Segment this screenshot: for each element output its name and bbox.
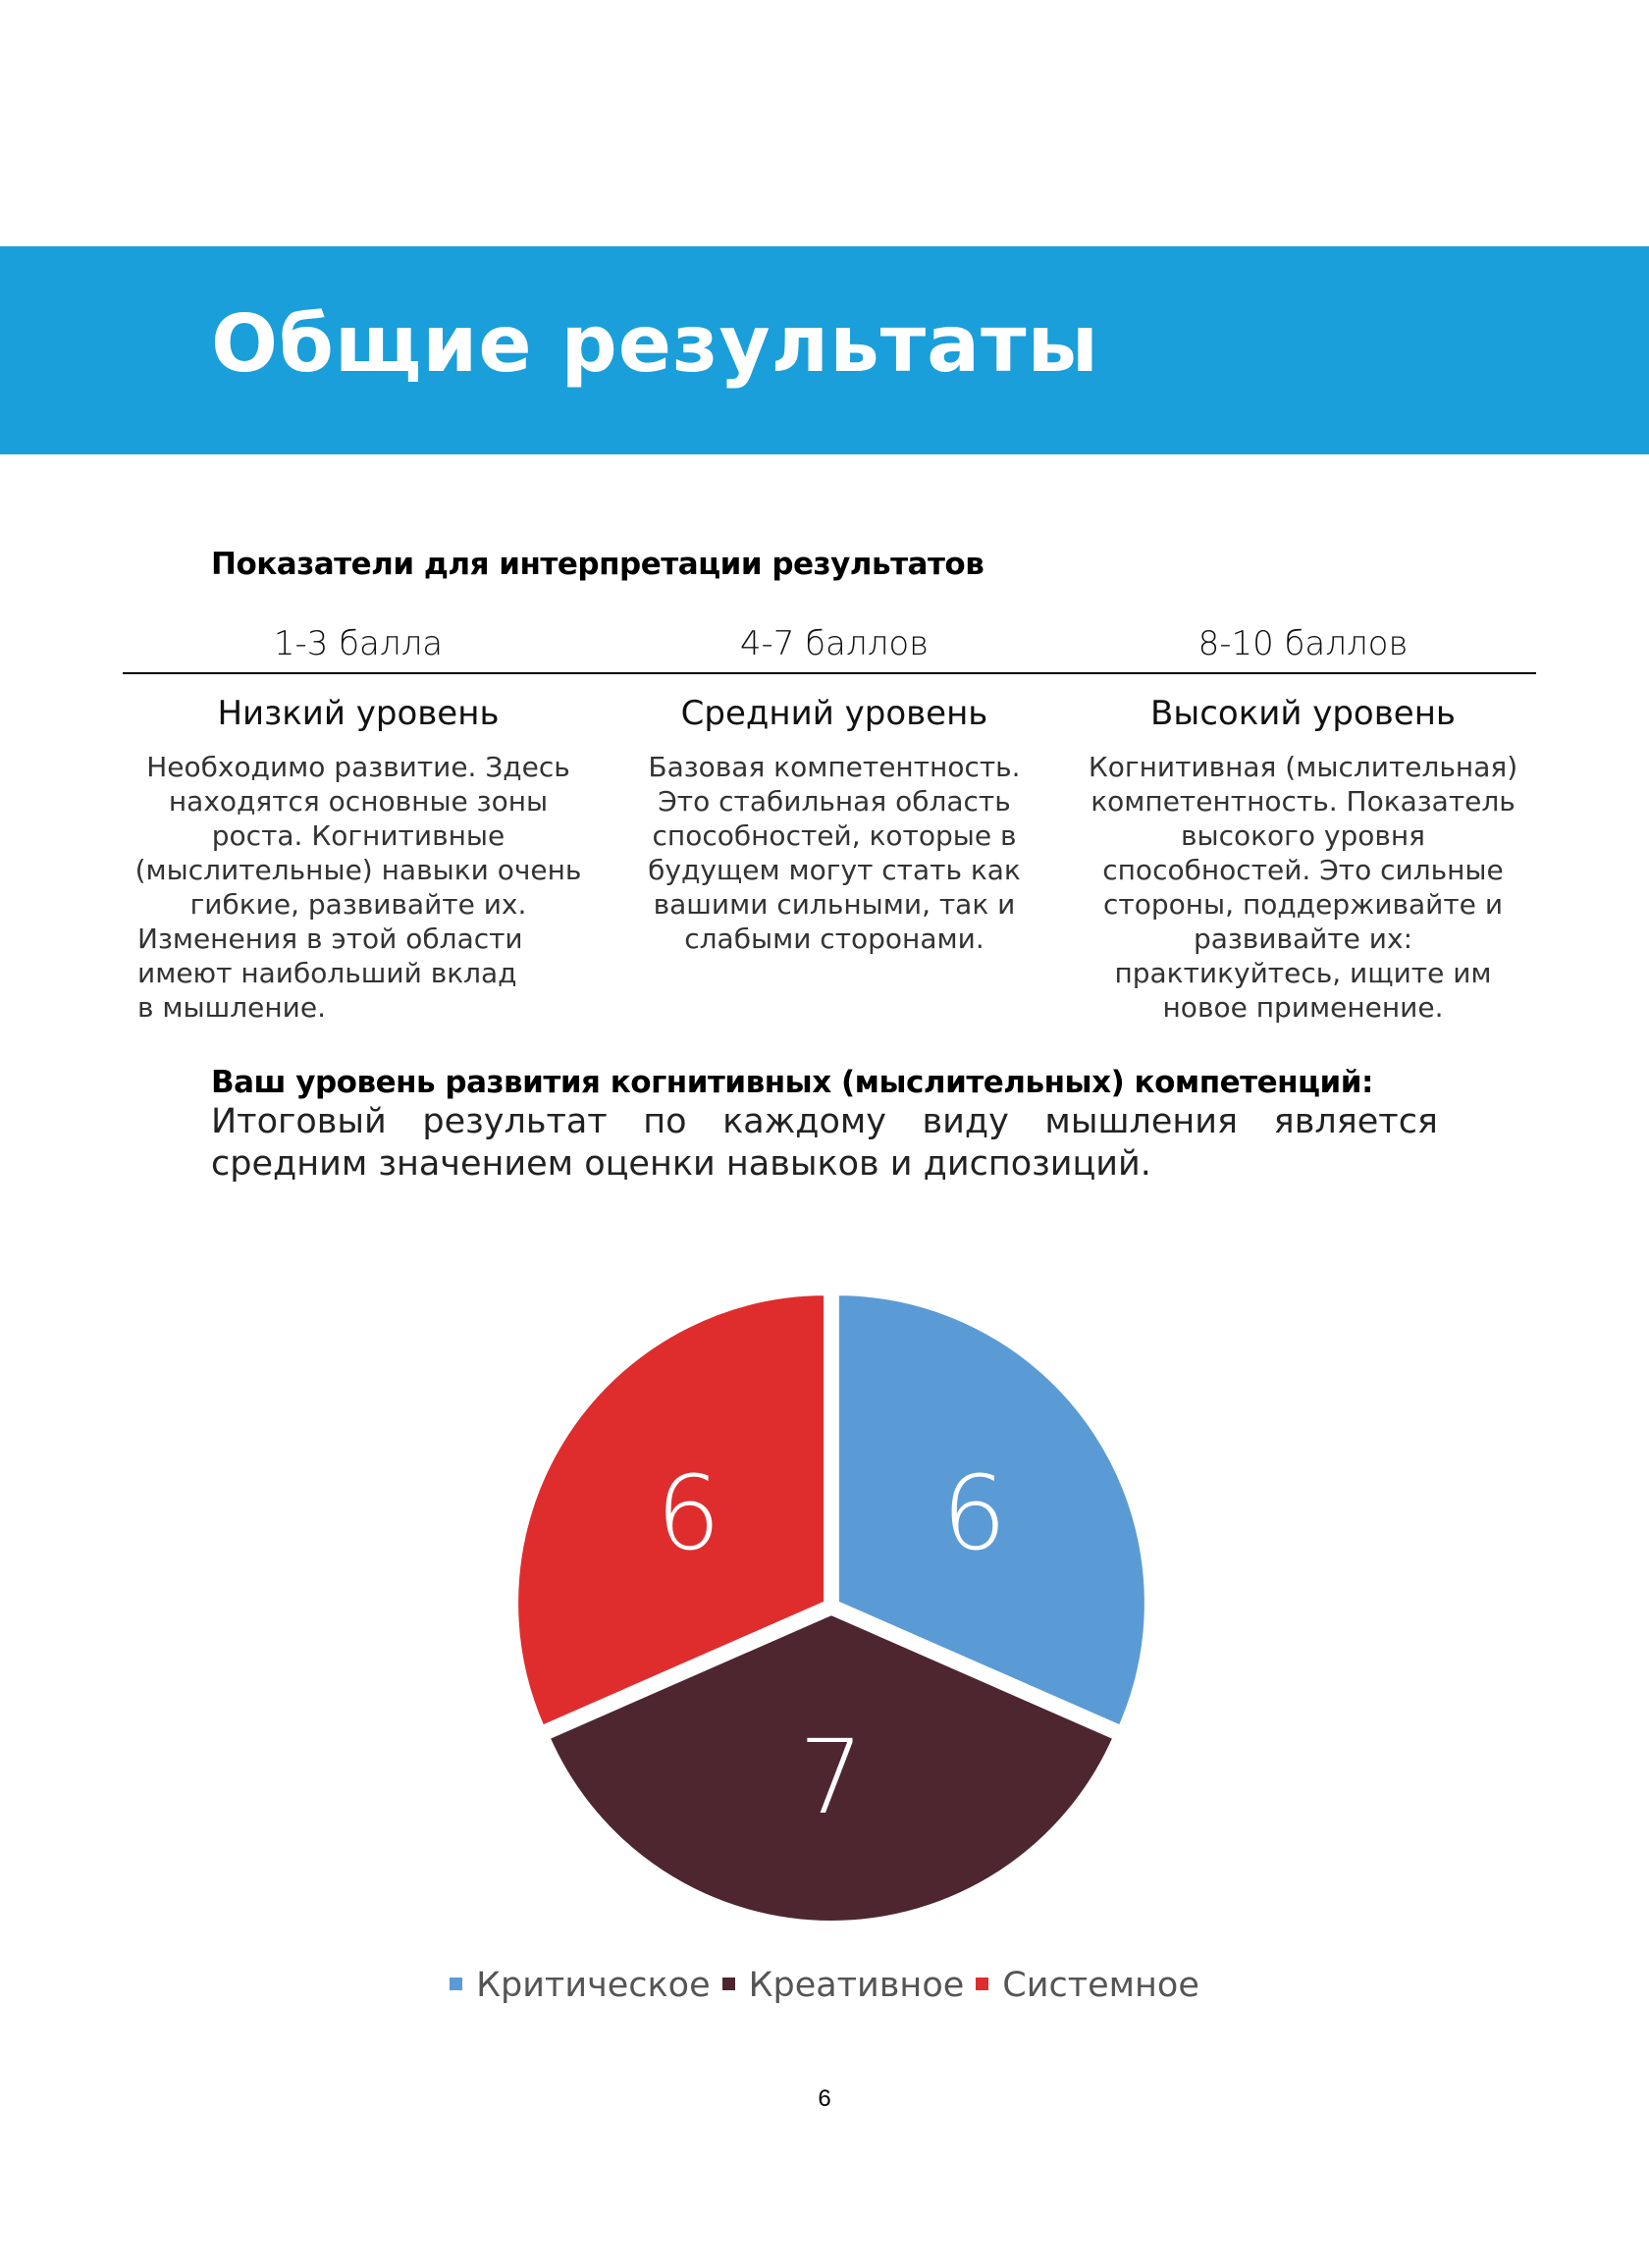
legend-swatch-3 — [976, 1978, 988, 1990]
your-level-title: Ваш уровень развития когнитивных (мыслительных) компетенций: — [211, 1065, 1373, 1100]
header-banner — [0, 246, 1649, 454]
legend-label-1: Критическое — [476, 1966, 711, 2005]
legend-item-3 — [976, 1966, 1199, 2005]
legend-label-3: Системное — [1002, 1966, 1199, 2005]
description-low-main: Необходимо развитие. Здесь находятся основные зоны роста. Когнитивные (мыслительные) навыки очень гибкие, развивайте их. — [134, 751, 582, 921]
interpretation-title: Показатели для интерпретации результатов — [211, 547, 984, 582]
pie-label-1: 6 — [941, 1452, 1007, 1573]
description-medium: Базовая компетентность. Это стабильная область способностей, которые в будущем могут стать как вашими сильными, так и слабыми сторонами. — [648, 751, 1021, 955]
range-medium: 4-7 баллов — [739, 624, 930, 663]
page-title: Общие результаты — [211, 298, 1099, 390]
legend-swatch-1 — [450, 1978, 462, 1990]
level-low: Низкий уровень — [217, 694, 500, 733]
description-low — [128, 750, 589, 1025]
legend-swatch-2 — [722, 1978, 735, 1990]
legend-label-2: Креативное — [748, 1966, 965, 2005]
legend-item-2 — [722, 1966, 965, 2005]
description-high: Когнитивная (мыслительная) компетентность. Показатель высокого уровня способностей. Это сильные стороны, поддерживайте и развивайте их: практикуйтесь, ищите им новое применение. — [1088, 751, 1518, 1024]
pie-label-2: 7 — [798, 1716, 865, 1837]
your-level-text: Итоговый результат по каждому виду мышления является средним значением оценки навыков и диспозиций. — [211, 1102, 1438, 1184]
pie-label-3: 6 — [656, 1452, 721, 1573]
range-high: 8-10 баллов — [1197, 624, 1409, 663]
description-low-tail: Изменения в этой области имеют наибольший вклад в мышление. — [137, 923, 523, 1024]
chart-legend — [0, 1966, 1649, 2005]
legend-item-1 — [450, 1966, 711, 2005]
page-number: 6 — [818, 2085, 831, 2112]
score-ranges-row — [123, 616, 1536, 674]
level-high: Высокий уровень — [1150, 694, 1456, 733]
thinking-pie-chart — [0, 1276, 1649, 2061]
range-low: 1-3 балла — [273, 624, 444, 663]
level-medium: Средний уровень — [680, 694, 988, 733]
